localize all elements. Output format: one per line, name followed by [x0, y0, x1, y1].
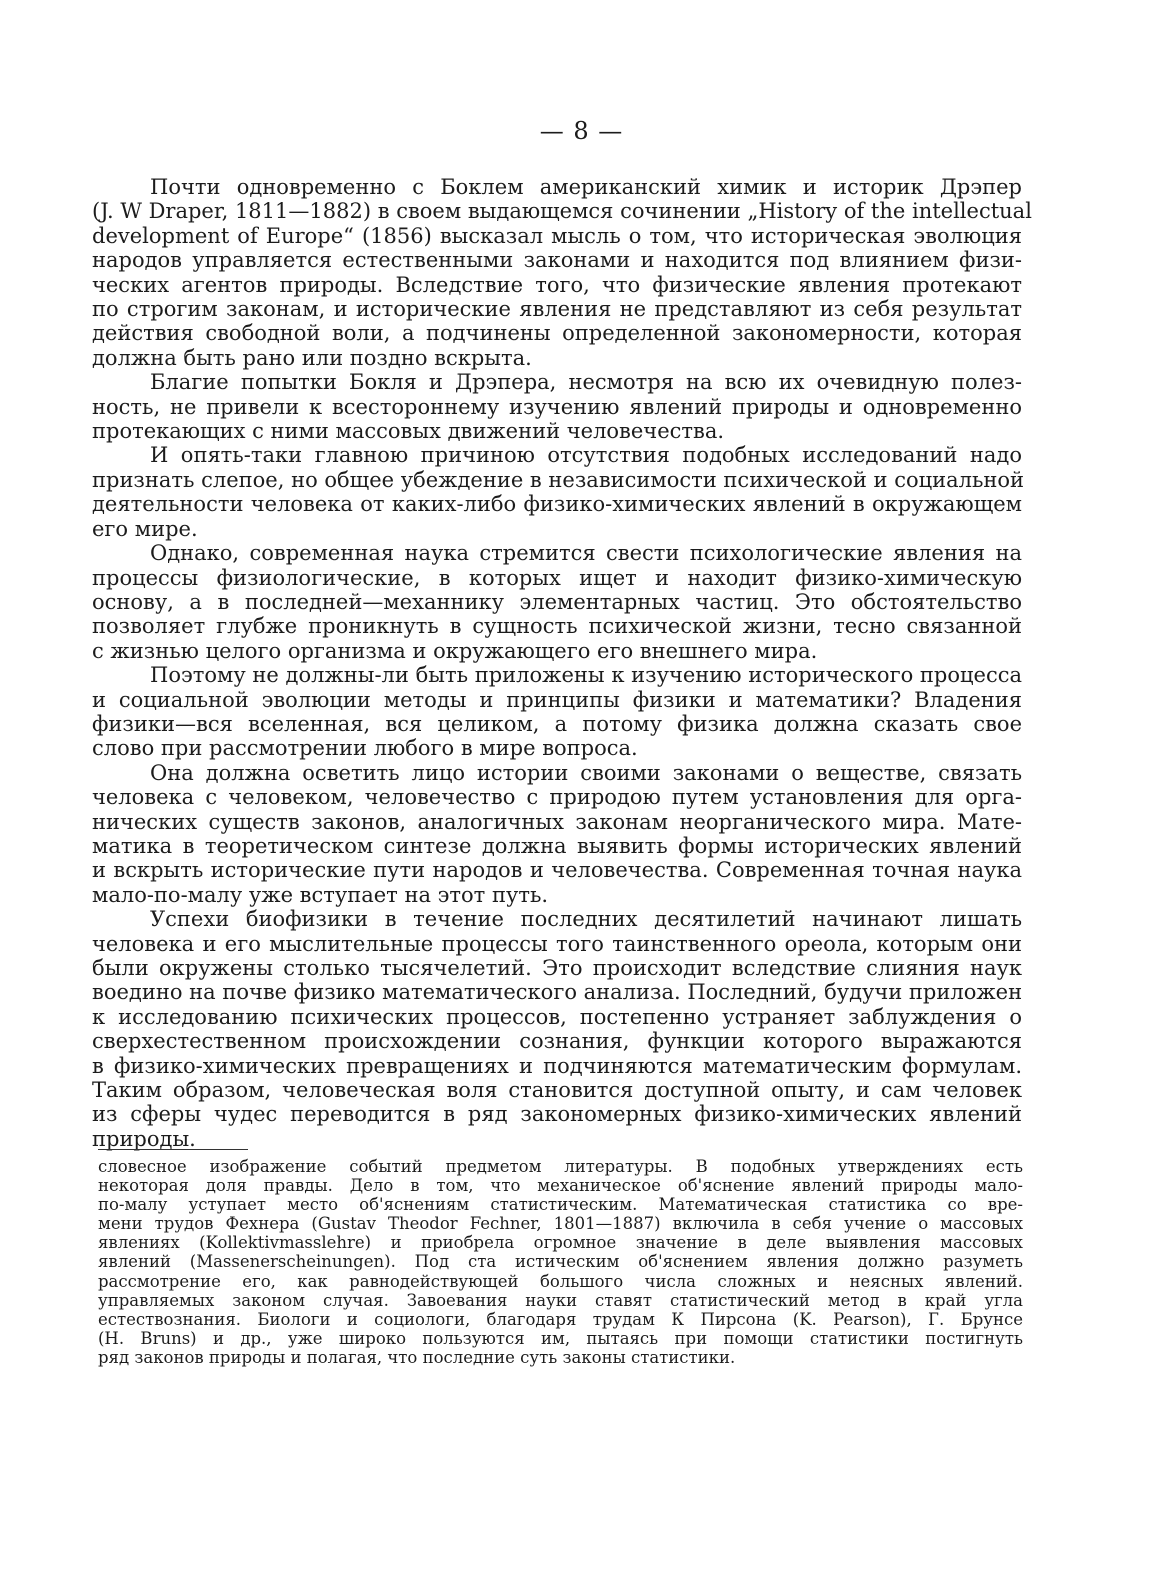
footnote-line: по-малу уступает место об'яснениям статистическим. Математическая статистика со вре- [98, 1195, 1023, 1215]
text-line: сверхестественном происхождении сознания, функции которого выражаются [92, 1029, 1022, 1054]
footnote-line: некоторая доля правды. Дело в том, что механическое об'яснение явлений природы мало- [98, 1176, 1023, 1196]
text-line: позволяет глубже проникнуть в сущность психической жизни, тесно связанной [92, 614, 1022, 639]
footnote-line: рассмотрение его, как равнодействующей большого числа сложных и неясных явлений. [98, 1271, 1023, 1291]
text-line: деятельности человека от каких-либо физико-химических явлений в окружающем [92, 492, 1022, 517]
footnote-line: мени трудов Фехнера (Gustav Theodor Fechner, 1801—1887) включила в себя учение о массовых [98, 1214, 1023, 1234]
text-line: Поэтому не должны-ли быть приложены к изучению исторического процесса [150, 663, 1022, 688]
text-line: в физико-химических превращениях и подчиняются математическим формулам. [92, 1053, 1022, 1078]
text-line: мало-по-малу уже вступает на этот путь. [92, 882, 549, 907]
text-line: из сферы чудес переводится в ряд закономерных физико-химических явлений [92, 1102, 1022, 1127]
text-line: и вскрыть исторические пути народов и человечества. Современная точная наука [92, 858, 1022, 883]
paragraph [92, 541, 1022, 663]
footnote [98, 1157, 1023, 1367]
text-line: Успехи биофизики в течение последних десятилетий начинают лишать [150, 907, 1022, 932]
body-text [92, 175, 1032, 1151]
text-line: матика в теоретическом синтезе должна выявить формы исторических явлений [92, 833, 1022, 858]
text-line: (J. W Draper, 1811—1882) в своем выдающемся сочинении „History of the intellectual [92, 199, 1032, 224]
text-line: человека и его мыслительные процессы того таинственного ореола, которым они [92, 931, 1022, 956]
text-line: development of Europe“ (1856) высказал мысль о том, что историческая эволюция [92, 223, 1022, 248]
text-line: действия свободной воли, а подчинены определенной закономерности, которая [92, 321, 1022, 346]
paragraph [92, 443, 1025, 541]
text-line: воедино на почве физико математического анализа. Последний, будучи приложен [92, 980, 1023, 1005]
text-line: Благие попытки Бокля и Дрэпера, несмотря на всю их очевидную полез- [150, 370, 1022, 395]
text-line: к исследованию психических процессов, постепенно устраняет заблуждения о [92, 1004, 1022, 1029]
text-line: признать слепое, но общее убеждение в независимости психической и социальной [92, 467, 1025, 492]
footnote-line: словесное изображение событий предметом литературы. В подобных утверждениях есть [98, 1157, 1023, 1176]
footnote-line: явлений (Massenerscheinungen). Под ста истическим об'яснением явления должно разуметь [98, 1252, 1023, 1272]
text-line: с жизнью целого организма и окружающего его внешнего мира. [92, 638, 818, 663]
text-line: по строгим законам, и исторические явления не представляют из себя результат [92, 297, 1022, 322]
paragraph [92, 907, 1022, 1151]
text-line: ческих агентов природы. Вследствие того, что физические явления протекают [92, 272, 1022, 297]
footnote-line: (H. Bruns) и др., уже широко пользуются им, пытаясь при помощи статистики постигнуть [98, 1328, 1023, 1348]
text-line: ность, не привели к всестороннему изучению явлений природы и одновременно [92, 394, 1022, 419]
footnote-line: управляемых законом случая. Завоевания науки ставят статистический метод в край угла [98, 1290, 1023, 1310]
footnote-line: ряд законов природы и полагая, что последние суть законы статистики. [98, 1347, 736, 1367]
text-line: его мире. [92, 516, 198, 541]
text-line: слово при рассмотрении любого в мире вопроса. [92, 736, 638, 761]
text-line: и социальной эволюции методы и принципы физики и математики? Владения [92, 687, 1022, 712]
text-line: И опять-таки главною причиною отсутствия подобных исследований надо [150, 443, 1022, 468]
text-line: Почти одновременно с Боклем американский химик и историк Дрэпер [150, 175, 1022, 199]
text-line: основу, а в последней—механнику элементарных частиц. Это обстоятельство [92, 589, 1022, 614]
text-line: должна быть рано или поздно вскрыта. [92, 345, 532, 370]
text-line: физики—вся вселенная, вся целиком, а потому физика должна сказать свое [92, 711, 1022, 736]
text-line: Она должна осветить лицо истории своими законами о веществе, связать [150, 760, 1022, 785]
text-line: человека с человеком, человечество с природою путем установления для орга- [92, 785, 1022, 810]
paragraph [92, 370, 1022, 443]
text-line: Таким образом, человеческая воля становится доступной опыту, и сам человек [92, 1078, 1022, 1103]
footnote-line: естествознания. Биологи и социологи, благодаря трудам К Пирсона (K. Pearson), Г. Брунсе [98, 1309, 1023, 1329]
paragraph [92, 663, 1022, 761]
text-line: нических существ законов, аналогичных законам неорганического мира. Мате- [92, 809, 1022, 834]
page-number: — 8 — [539, 117, 624, 145]
text-line: Однако, современная наука стремится свести психологические явления на [150, 541, 1022, 566]
footnote-line: явлениях (Kollektivmasslehre) и приобрела огромное значение в деле выявления массовых [98, 1233, 1023, 1253]
paragraph [92, 175, 1032, 370]
text-line: процессы физиологические, в которых ищет и находит физико-химическую [92, 565, 1022, 590]
footnote-rule [98, 1149, 248, 1150]
text-line: протекающих с ними массовых движений человечества. [92, 419, 725, 444]
text-line: природы. [92, 1126, 196, 1151]
paragraph [92, 761, 1022, 907]
text-line: народов управляется естественными законами и находится под влиянием физи- [92, 248, 1022, 273]
text-line: были окружены столько тысячелетий. Это происходит вследствие слияния наук [92, 956, 1022, 980]
